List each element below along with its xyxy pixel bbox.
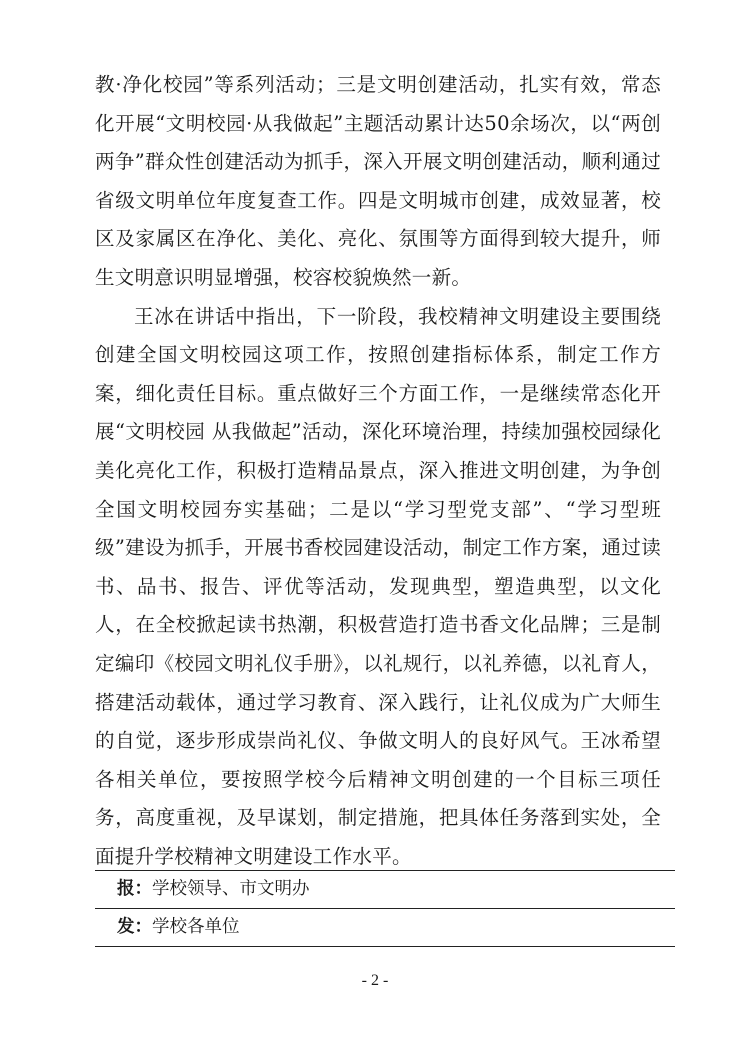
distribution-row-report: [95, 871, 675, 908]
distribution-value-send: 学校各单位: [152, 917, 240, 937]
page-number: - 2 -: [361, 972, 389, 989]
body-text: [95, 66, 661, 876]
distribution-row-send: [95, 909, 675, 946]
distribution-value-report: 学校领导、市文明办: [152, 879, 310, 899]
distribution-block: [95, 870, 675, 947]
distribution-label-send: 发：: [117, 917, 152, 937]
paragraph-2: 王冰在讲话中指出，下一阶段，我校精神文明建设主要围绕创建全国文明校园这项工作，按照创建指标体系，制定工作方案，细化责任目标。重点做好三个方面工作，一是继续常态化开展“文明校园 从我做起”活动，深化环境治理，持续加强校园绿化美化亮化工作，积极打造精品景点，深入推进文明创建，为争创全国文明校园夯实基础；二是以“学习型党支部”、“学习型班级”建设为抓手，开展书香校园建设活动，制定工作方案，通过读书、品书、报告、评优等活动，发现典型，塑造典型，以文化人，在全校掀起读书热潮，积极营造打造书香文化品牌；三是制定编印《校园文明礼仪手册》，以礼规行，以礼养德，以礼育人，搭建活动载体，通过学习教育、深入践行，让礼仪成为广大师生的自觉，逐步形成崇尚礼仪、争做文明人的良好风气。王冰希望各相关单位，要按照学校今后精神文明创建的一个目标三项任务，高度重视，及早谋划，制定措施，把具体任务落到实处，全面提升学校精神文明建设工作水平。: [95, 304, 661, 868]
paragraph-1: 教·净化校园”等系列活动；三是文明创建活动，扎实有效，常态化开展“文明校园·从我做起”主题活动累计达50余场次，以“两创两争”群众性创建活动为抓手，深入开展文明创建活动，顺利通过省级文明单位年度复查工作。四是文明城市创建，成效显著，校区及家属区在净化、美化、亮化、氛围等方面得到较大提升，师生文明意识明显增强，校容校貌焕然一新。: [95, 73, 661, 289]
distribution-label-report: 报：: [117, 879, 152, 899]
distribution-bottom-rule: [95, 946, 675, 947]
